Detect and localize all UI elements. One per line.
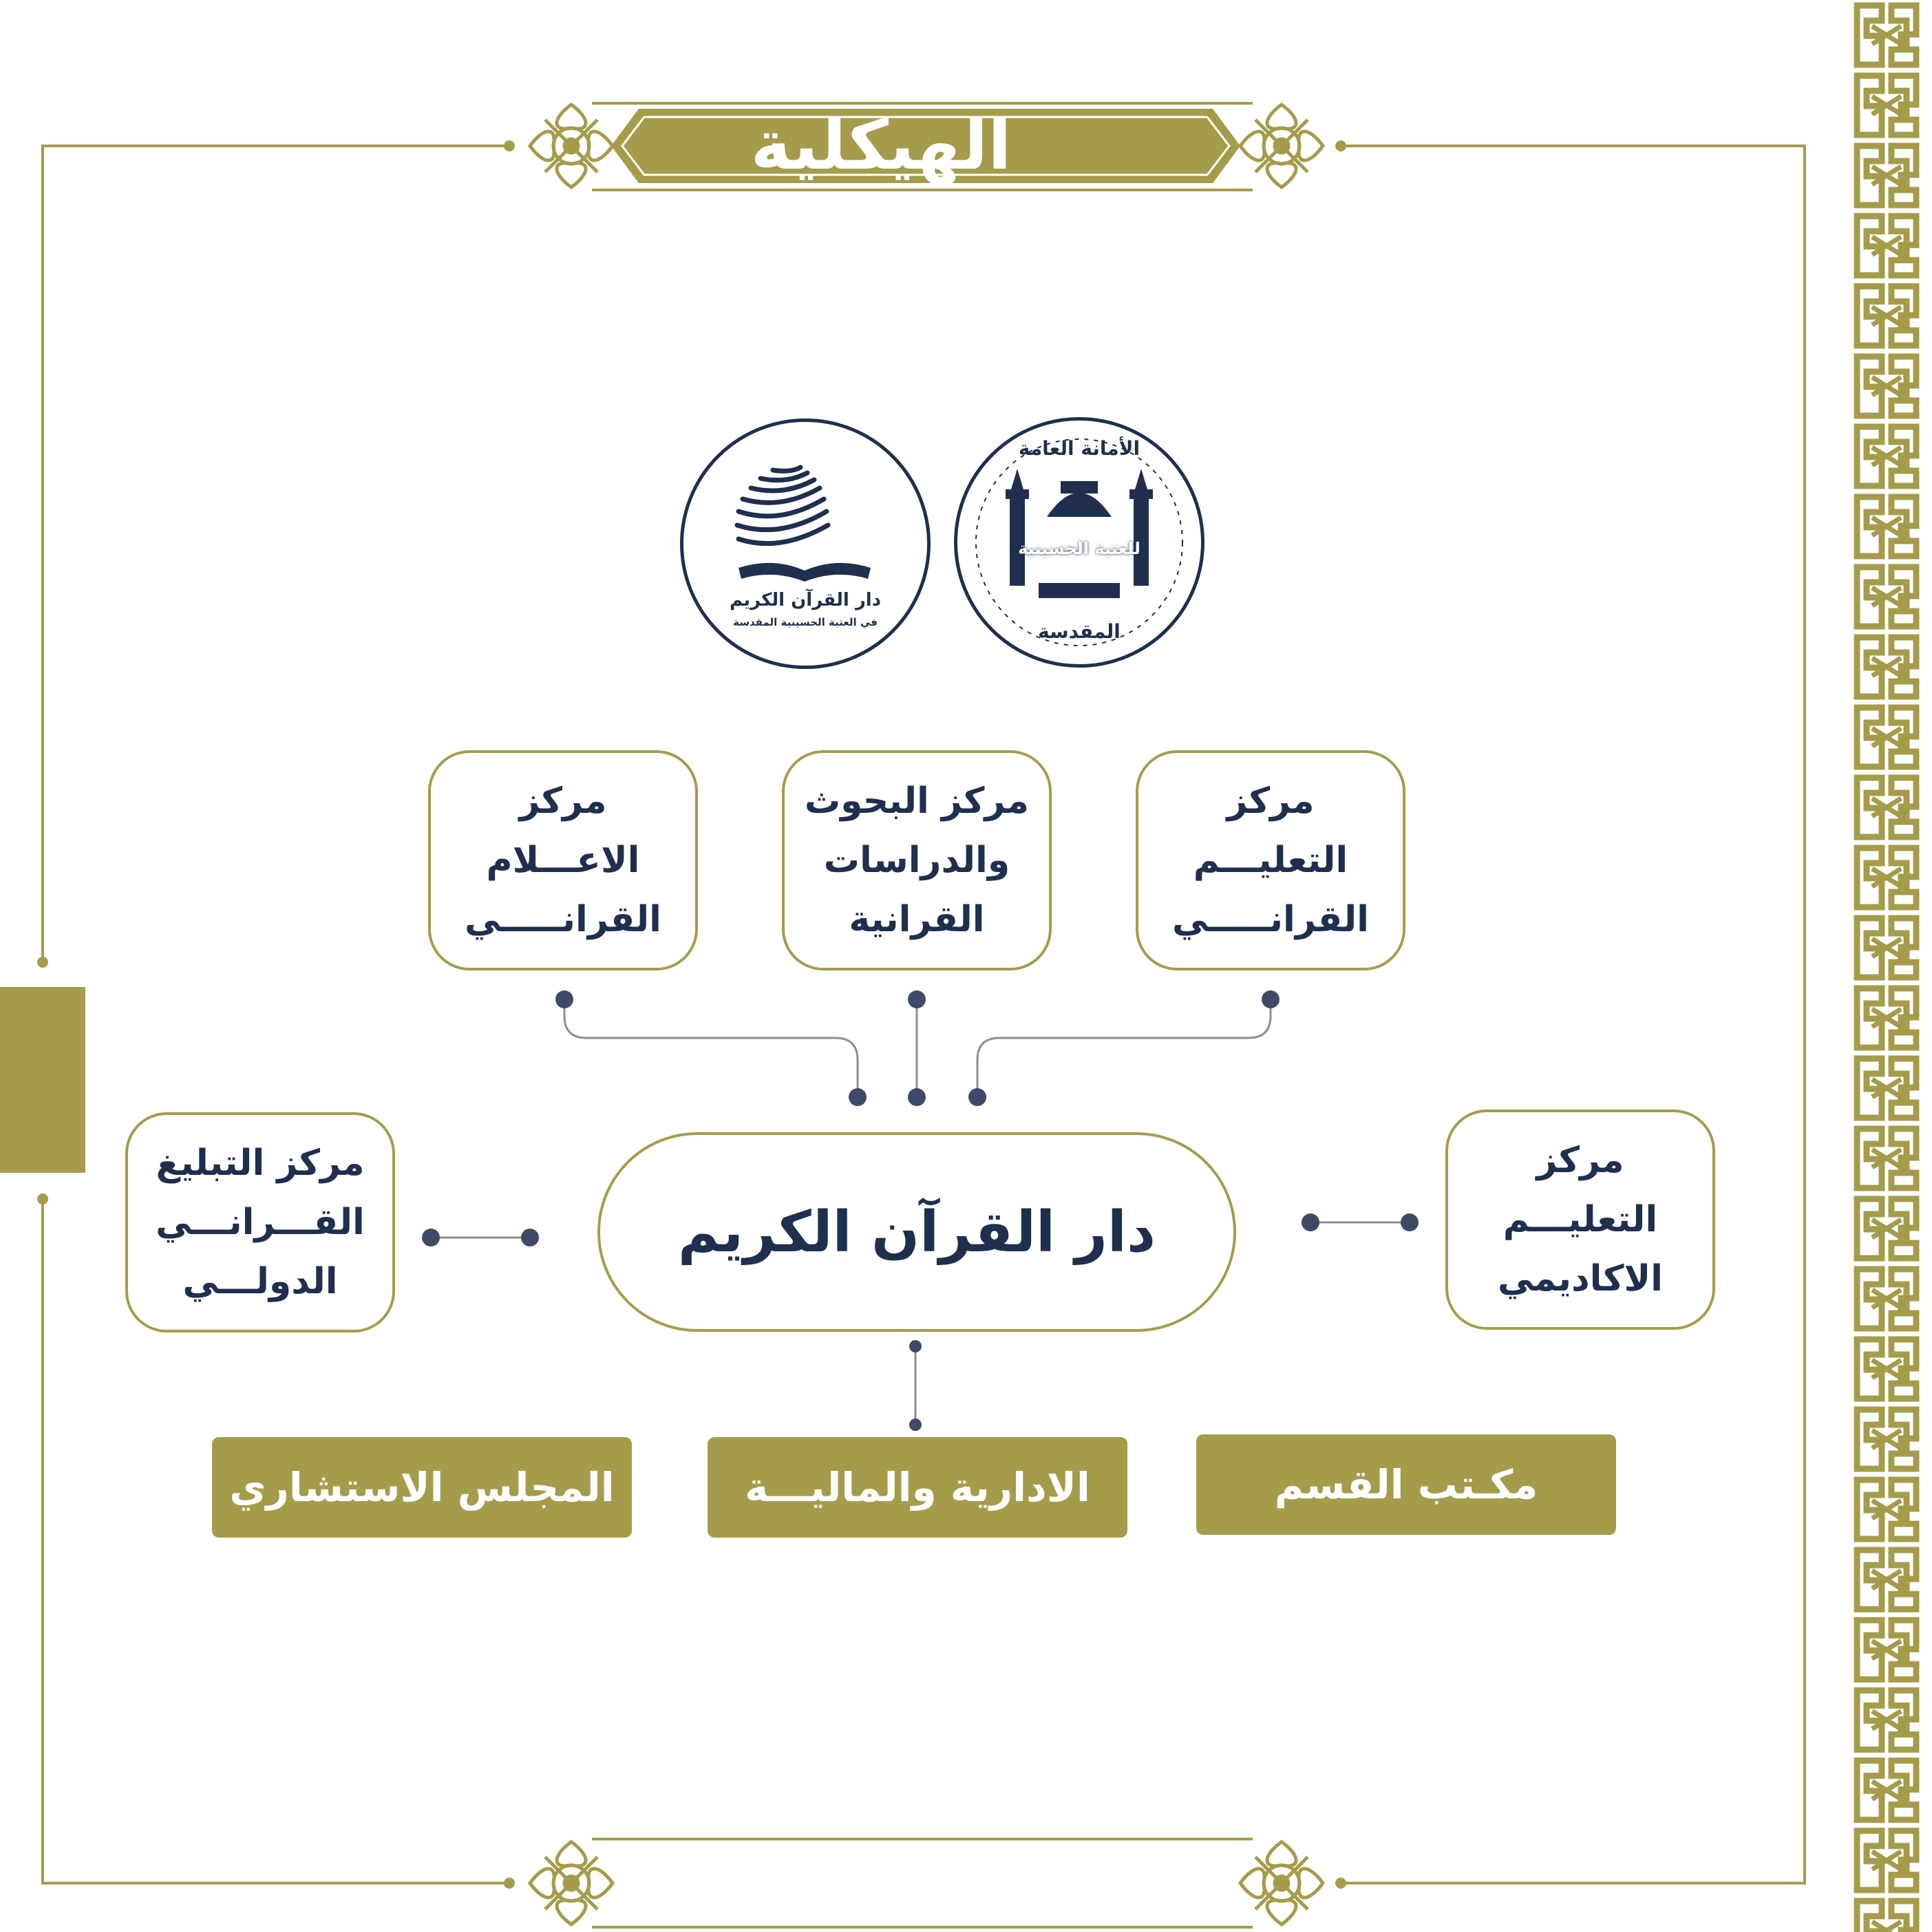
atabat-logo [954,417,1204,668]
logo-caption-bottom: المقدسة [1038,620,1121,643]
node-line: القرانية [849,899,985,940]
logo-caption-line1: دار القرآن الكريم [729,590,882,611]
unit-department-office: مكـتب القسم [1196,1434,1616,1535]
frame-dots [37,140,1346,1889]
node-line: مركز البحوث [804,781,1030,822]
logo-caption-middle: للعتبة الحسينية [1018,539,1140,558]
node-line: مركز التبليغ [156,1143,365,1184]
unit-admin-finance: الادارية والماليـــة [708,1437,1127,1538]
node-line: الدولـــي [182,1261,338,1302]
decorative-border-band [1851,0,1922,1932]
node-line: القرانـــــي [465,899,661,940]
quran-dome-icon [683,422,927,666]
frame-lines [43,103,1805,1927]
node-line: القرانـــــي [1172,899,1369,940]
side-tab [0,987,85,1173]
node-international-outreach-center [125,1112,395,1333]
node-line: التعليـــم [1503,1199,1658,1240]
page-title: الهيكلية [750,104,1012,185]
node-line: مركز [1536,1140,1624,1181]
node-quranic-media-center [428,750,698,970]
node-line: والدراسات [823,840,1010,881]
node-line: الاكاديمي [1498,1258,1663,1299]
node-line: الاعـــلام [486,840,640,881]
node-line: التعليـــم [1193,840,1348,881]
ornament-icon [530,105,1323,1924]
dar-quran-logo [680,418,931,669]
node-research-center [782,750,1052,970]
node-academic-education-center [1445,1110,1715,1330]
node-line: مركز [519,781,607,822]
logo-caption-line2: في العتبة الحسينية المقدسة [733,616,878,628]
unit-advisory-council: المجلس الاستشاري [212,1437,632,1538]
node-quranic-education-center [1136,750,1405,970]
central-node: دار القرآن الكريم [597,1132,1236,1332]
node-line: القـــرانـــي [156,1202,365,1243]
logo-caption-top: الأمانة العامة [1018,437,1140,460]
node-line: مركز [1227,781,1315,822]
